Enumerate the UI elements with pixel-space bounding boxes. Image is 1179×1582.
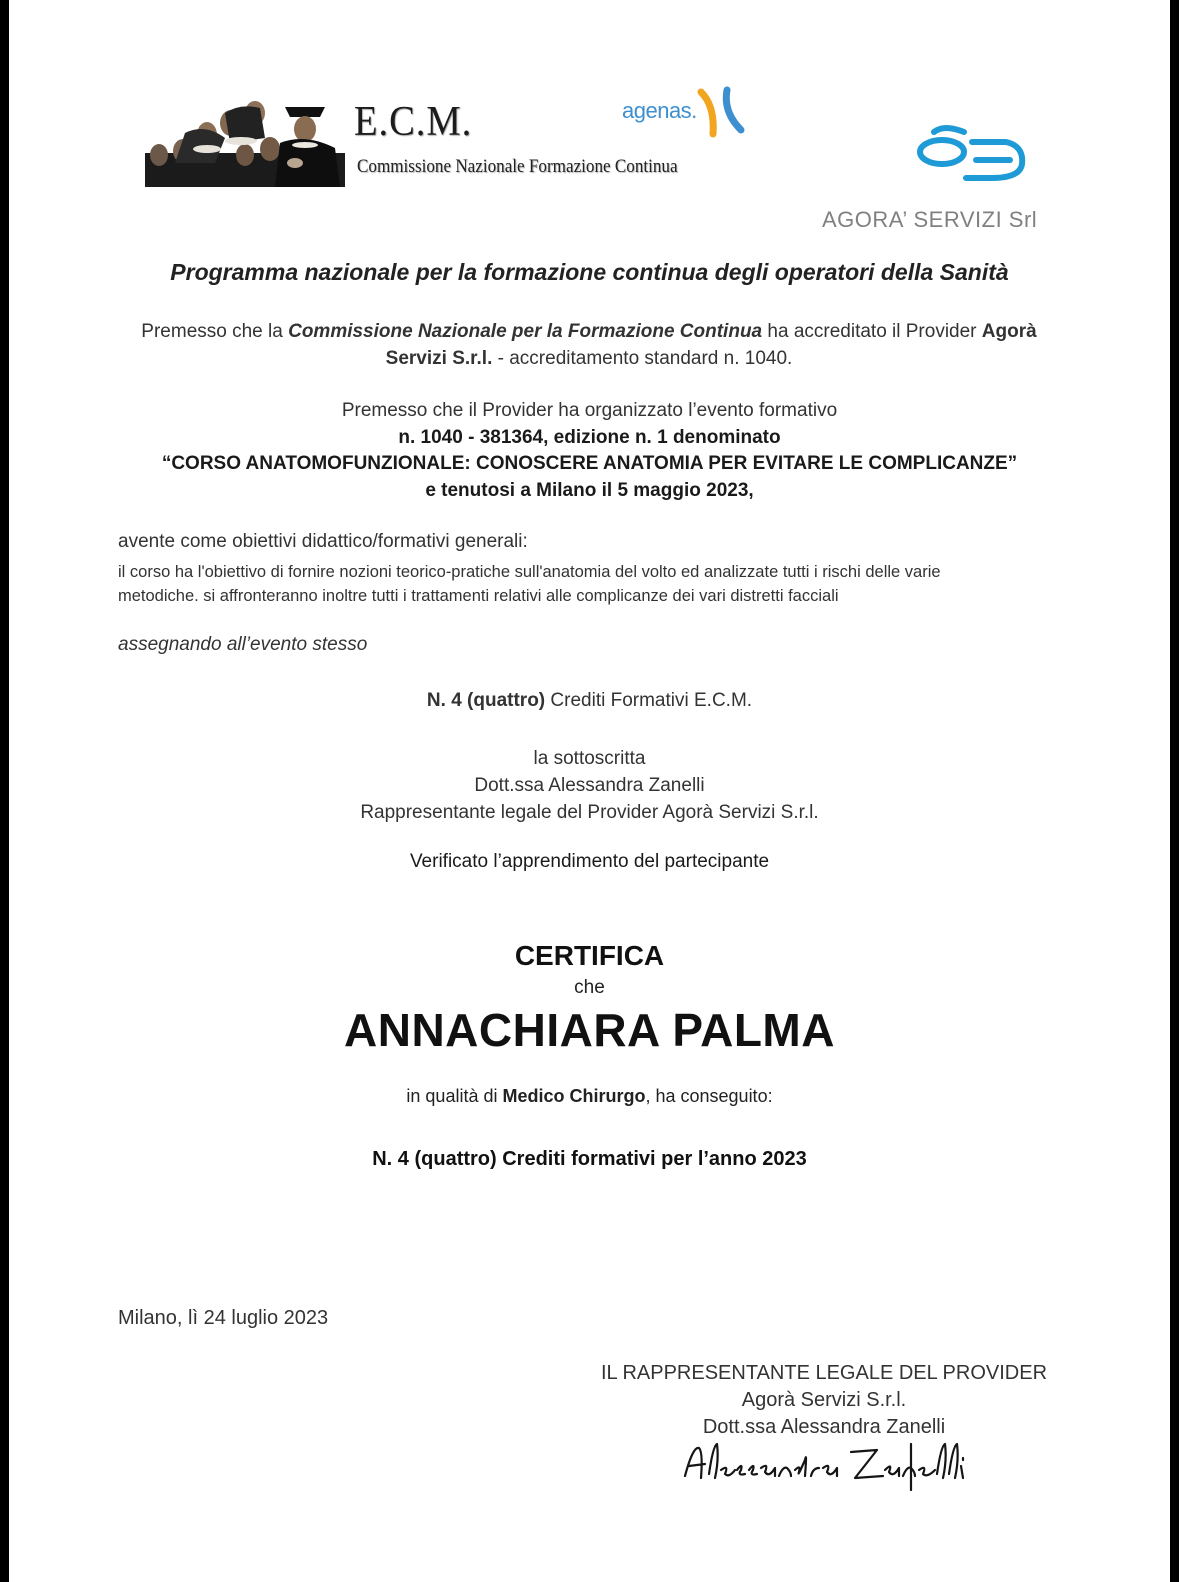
ecm-painting-logo	[145, 93, 345, 187]
event-credits-rest: Crediti Formativi E.C.M.	[545, 690, 753, 711]
handwritten-signature	[679, 1440, 969, 1492]
certifica-heading: CERTIFICA	[514, 940, 665, 971]
legal-representative-block	[569, 1360, 1079, 1441]
che-text: che	[574, 977, 605, 998]
legal-line-2: Agorà Servizi S.r.l.	[741, 1389, 907, 1411]
event-credits	[9, 690, 1170, 712]
certificate-page	[9, 0, 1170, 1582]
agenas-logo-text: agenas.	[622, 98, 697, 123]
participant-role	[9, 1086, 1170, 1107]
premise-text-1: Premesso che la	[141, 321, 289, 342]
role-text-1: in qualità di	[406, 1086, 503, 1106]
event-place-date: e tenutosi a Milano il 5 maggio 2023,	[425, 479, 754, 501]
agora-servizi-logo-name: AGORA’ SERVIZI Srl	[822, 207, 1038, 232]
objectives-body	[118, 560, 1018, 608]
objectives-line-1: il corso ha l'obiettivo di fornire nozioni teorico-pratiche sull'anatomia del volto ed analizzate tutti i rischi delle varie	[118, 563, 941, 581]
signer-block	[9, 745, 1170, 826]
premise-text-2: ha accreditato il Provider	[762, 321, 982, 342]
provider-name: Agorà Servizi S.r.l.	[385, 321, 1037, 369]
role-text-2: , ha conseguito:	[645, 1086, 773, 1106]
objectives-heading: avente come obiettivi didattico/formativi generali:	[118, 531, 528, 552]
assign-text: assegnando all’evento stesso	[118, 634, 368, 655]
date-place: Milano, lì 24 luglio 2023	[118, 1307, 329, 1329]
signer-line-3: Rappresentante legale del Provider Agorà Servizi S.r.l.	[360, 802, 819, 823]
premise-text-3: - accreditamento standard n. 1040.	[492, 348, 793, 369]
legal-line-3: Dott.ssa Alessandra Zanelli	[702, 1416, 946, 1438]
objectives-line-2: metodiche. si affronteranno inoltre tutti i trattamenti relativi alle complicanze dei vari distretti facciali	[118, 587, 839, 605]
event-credits-bold: N. 4 (quattro)	[426, 690, 546, 711]
commission-name: Commissione Nazionale per la Formazione Continua	[288, 321, 763, 342]
program-title: Programma nazionale per la formazione continua degli operatori della Sanità	[170, 259, 1009, 285]
agenas-x-icon	[697, 86, 745, 138]
event-block	[9, 398, 1170, 504]
role-profession: Medico Chirurgo	[502, 1086, 646, 1106]
verified-text: Verificato l’apprendimento del partecipante	[409, 851, 770, 872]
signer-line-2: Dott.ssa Alessandra Zanelli	[474, 775, 705, 796]
premise-accreditation	[109, 318, 1069, 372]
final-credits: N. 4 (quattro) Crediti formativi per l’anno 2023	[372, 1148, 807, 1170]
agora-servizi-logo-icon	[914, 122, 1029, 186]
legal-line-1: IL RAPPRESENTANTE LEGALE DEL PROVIDER	[600, 1362, 1048, 1384]
event-number: n. 1040 - 381364, edizione n. 1 denominato	[398, 426, 781, 448]
event-intro: Premesso che il Provider ha organizzato l’evento formativo	[341, 400, 838, 421]
ecm-title: E.C.M.	[354, 99, 473, 145]
ecm-subtitle: Commissione Nazionale Formazione Continua	[357, 156, 678, 177]
event-title: “CORSO ANATOMOFUNZIONALE: CONOSCERE ANATOMIA PER EVITARE LE COMPLICANZE”	[161, 453, 1018, 474]
participant-name: ANNACHIARA PALMA	[344, 1004, 835, 1056]
signer-line-1: la sottoscritta	[533, 748, 646, 769]
